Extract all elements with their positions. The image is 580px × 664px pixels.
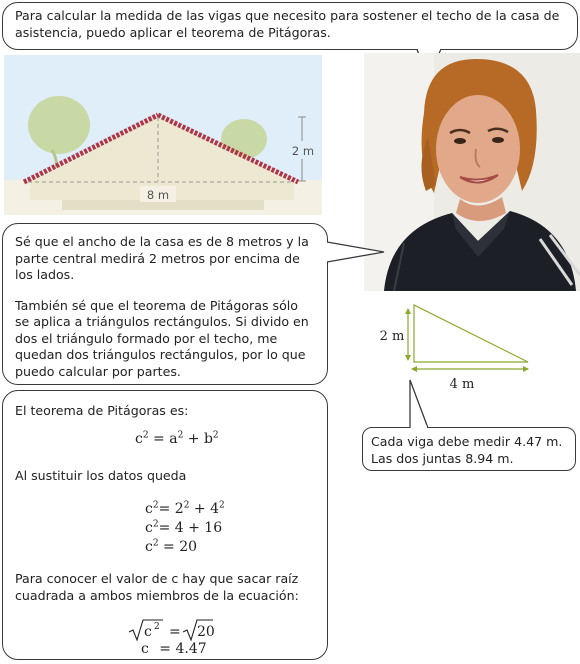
speech-top-text: Para calcular la medida de las vigas que necesito para sostener el techo de la casa de asistencia, puedo aplicar el teorema de Pitágoras. [15,8,560,40]
svg-text:=: = [169,624,181,640]
substitute-label: Al sustituir los datos queda [15,468,187,483]
equation-step-2: $c^2= 4 + 16$ [145,519,223,536]
square-root-explanation: Para conocer el valor de c hay que sacar raíz cuadrada a ambos miembros de la ecuación: [15,571,299,603]
right-triangle [414,305,528,362]
svg-text:2: 2 [154,622,160,632]
triangle-base-label: 4 m [449,377,475,390]
result-line-2: Las dos juntas 8.94 m. [371,450,514,466]
pythagoras-formula: $c^2 = a^2 + b^2$ [135,430,219,447]
speech-result-tail [400,378,436,430]
square-root-step [127,617,247,643]
triangle-height-label: 2 m [379,329,405,344]
house-width-label: 8 m [146,188,170,202]
result-line-1: Cada viga debe medir 4.47 m. [371,434,563,449]
final-result: c = 4.47 [141,641,207,657]
svg-text:c: c [144,624,152,640]
speech-bubble-top [2,2,578,50]
equation-step-1: $c^2= 2^2 + 4^2$ [145,500,225,517]
speech-bubble-middle [2,223,328,385]
speech-bubble-calculation [2,390,328,660]
woman-photo [364,53,580,291]
theorem-intro: El teorema de Pitágoras es: [15,403,189,418]
house-roof-illustration [4,55,322,215]
svg-text:20: 20 [197,624,215,640]
speech-middle-paragraph-1: Sé que el ancho de la casa es de 8 metros y la parte central medirá 2 metros por encima de los lados. [15,234,309,282]
face [436,95,520,203]
equation-step-3: $c^2 = 20$ [145,538,198,555]
speech-bubble-result [362,427,576,471]
house-height-label: 2 m [291,144,315,158]
speech-middle-tail [326,238,390,278]
right-triangle-figure [372,300,537,390]
speech-middle-paragraph-2: También sé que el teorema de Pitágoras sólo se aplica a triángulos rectángulos. Si divido en dos el triángulo formado por el techo, me quedan dos triángulos rectángulos, por lo que puedo calcular por partes. [15,297,309,379]
